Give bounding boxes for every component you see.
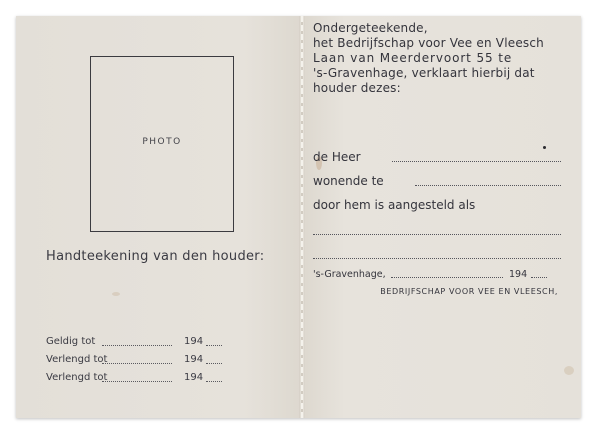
woonplaats-field: [313, 174, 561, 190]
validity-date-line: [102, 381, 172, 382]
binding-stitch: [301, 16, 303, 418]
ink-dot: [543, 146, 546, 149]
function-line: [313, 258, 561, 259]
woonplaats-line: [415, 185, 561, 186]
declaration-line: 's-Gravenhage, verklaart hierbij dat: [313, 66, 535, 80]
validity-year: 194: [184, 372, 204, 383]
place-year-line: [531, 277, 547, 278]
declaration-line: Ondergeteekende,: [313, 21, 428, 35]
photo-label: PHOTO: [142, 137, 182, 147]
photo-frame: [90, 56, 234, 232]
heer-line: [392, 161, 561, 162]
validity-date-line: [102, 363, 172, 364]
validity-row: [46, 336, 226, 350]
validity-row: [46, 372, 226, 386]
place-year: 194: [509, 269, 528, 280]
validity-label: Verlengd tot: [46, 372, 108, 383]
declaration-line: Laan van Meerdervoort 55 te: [313, 51, 513, 65]
signature-label: Handteekening van den houder:: [46, 249, 265, 264]
place-label: 's-Gravenhage,: [313, 269, 386, 280]
heer-label: de Heer: [313, 150, 361, 164]
stain-mark: [112, 292, 120, 296]
validity-year: 194: [184, 336, 204, 347]
validity-row: [46, 354, 226, 368]
validity-label: Geldig tot: [46, 336, 96, 347]
validity-year-line: [206, 363, 222, 364]
aangesteld-field: [313, 198, 561, 214]
validity-year: 194: [184, 354, 204, 365]
declaration-line: houder dezes:: [313, 81, 401, 95]
place-date-row: [313, 269, 561, 283]
left-page: [16, 16, 301, 418]
heer-field: [313, 150, 561, 166]
aangesteld-label: door hem is aangesteld als: [313, 198, 476, 212]
declaration-text: [313, 21, 563, 96]
function-line: [313, 234, 561, 235]
validity-date-line: [102, 345, 172, 346]
date-line: [391, 277, 503, 278]
declaration-line: het Bedrijfschap voor Vee en Vleesch: [313, 36, 544, 50]
stain-mark: [564, 366, 574, 375]
validity-year-line: [206, 345, 222, 346]
validity-label: Verlengd tot: [46, 354, 108, 365]
validity-year-line: [206, 381, 222, 382]
woonplaats-label: wonende te: [313, 174, 384, 188]
organization-name: BEDRIJFSCHAP VOOR VEE EN VLEESCH,: [380, 287, 558, 296]
